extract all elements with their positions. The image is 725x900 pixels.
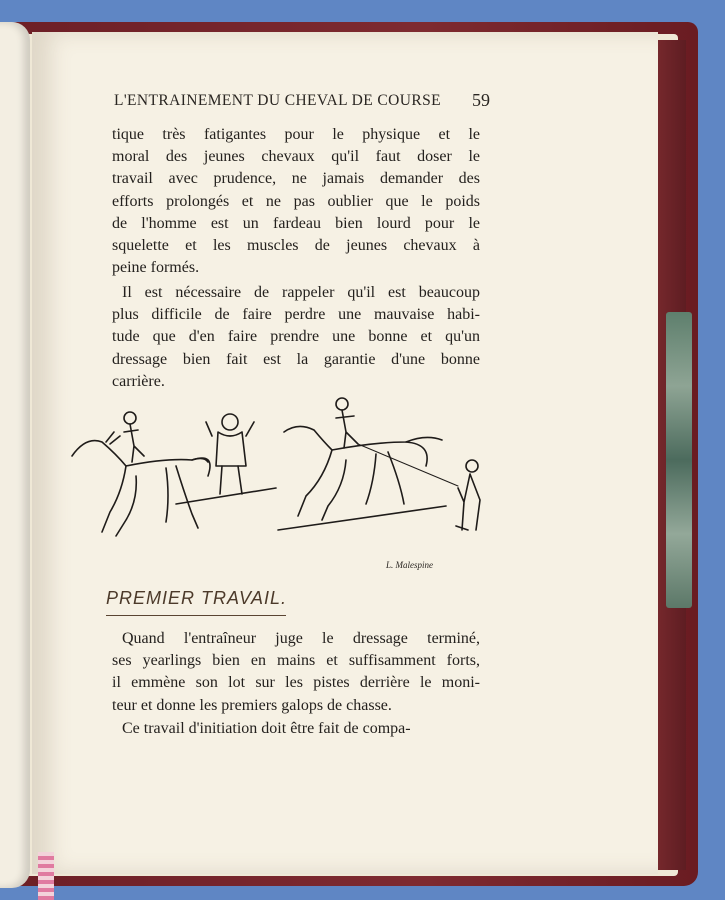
paragraph-1 (112, 124, 480, 279)
text-line: dressage bien fait est la garantie d'une bonne (112, 350, 480, 368)
text-line: de l'homme est un fardeau bien lourd pour le (112, 214, 480, 232)
text-line: tude que d'en faire prendre une bonne et qu'un (112, 328, 480, 346)
text-line: tique très fatigantes pour le physique et le (112, 126, 480, 143)
text-line: carrière. (112, 372, 165, 390)
text-line: Il est nécessaire de rappeler qu'il est beaucoup (122, 284, 480, 301)
text-line: ses yearlings bien en mains et suffisamment forts, (112, 652, 480, 670)
text-line: il emmène son lot sur les pistes derrière le moni- (112, 674, 480, 692)
text-line: efforts prolongés et ne pas oublier que le poids (112, 192, 480, 210)
text-line: teur et donne les premiers galops de chasse. (112, 696, 392, 714)
paragraph-2 (112, 282, 480, 393)
bookmark-ribbon (38, 852, 54, 900)
artist-signature: L. Malespine (386, 560, 433, 570)
horse-sketch-illustration (66, 396, 486, 576)
text-line: plus difficile de faire perdre une mauvaise habi- (112, 306, 480, 324)
text-line: travail avec prudence, ne jamais demander des (112, 170, 480, 188)
text-line: squelette et les muscles de jeunes chevaux à (112, 236, 480, 254)
facing-page-edge (0, 22, 30, 888)
paragraph-3 (112, 628, 480, 717)
page-number: 59 (472, 90, 490, 110)
paragraph-4 (112, 718, 480, 740)
section-title: PREMIER TRAVAIL. (106, 588, 286, 616)
text-line: Quand l'entraîneur juge le dressage terminé, (122, 630, 480, 647)
text-line: Ce travail d'initiation doit être fait de compa- (122, 720, 411, 737)
running-header: L'ENTRAINEMENT DU CHEVAL DE COURSE (114, 92, 441, 109)
marbled-endpaper (666, 312, 692, 608)
text-line: peine formés. (112, 259, 200, 277)
text-line: moral des jeunes chevaux qu'il faut doser le (112, 148, 480, 166)
